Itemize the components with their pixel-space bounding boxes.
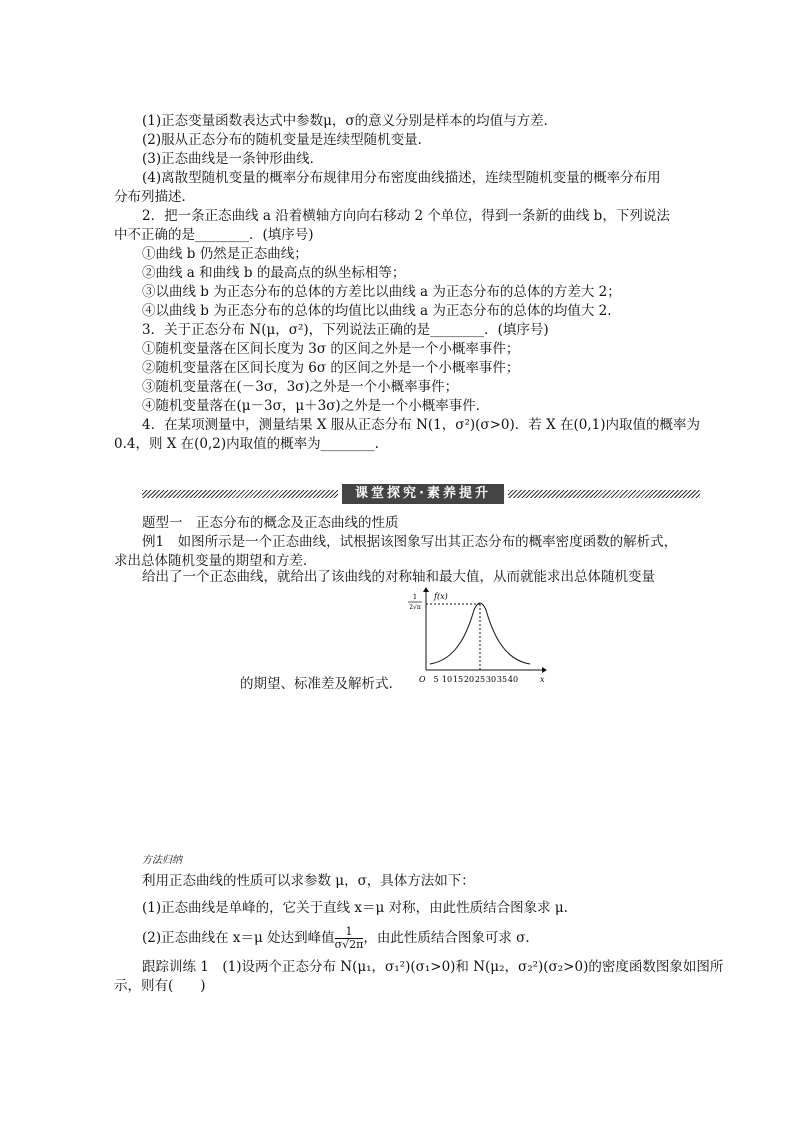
line-10: ③以曲线 b 为正态分布的总体的方差比以曲线 a 为正态分布的总体的方差大 2；	[142, 284, 621, 300]
banner-hatch-left	[142, 490, 338, 498]
example-1-line-1: 例1 如图所示是一个正态曲线，试根据该图象写出其正态分布的概率密度函数的解析式，	[142, 534, 678, 550]
y-label: f(x)	[434, 592, 448, 601]
line-15: ③随机变量落在(－3σ，3σ)之外是一个小概率事件；	[142, 379, 459, 395]
line-12: 3．关于正态分布 N(μ，σ²)，下列说法正确的是________．(填序号)	[142, 322, 549, 338]
x-tick-label: 5	[433, 675, 439, 684]
x-label: x	[540, 675, 545, 684]
x-tick-label: 35	[496, 675, 508, 684]
banner-title: 课堂探究·素养提升	[342, 484, 504, 504]
peak-fraction-denominator: σ√2π	[334, 938, 364, 951]
solution-line-2: 的期望、标准差及解析式.	[240, 676, 393, 692]
x-tick-label: 40	[507, 675, 519, 684]
line-2: (2)服从正态分布的随机变量是连续型随机变量．	[142, 132, 432, 148]
line-1: (1)正态变量函数表达式中参数μ，σ的意义分别是样本的均值与方差．	[142, 113, 558, 129]
banner-hatch-right	[508, 490, 700, 498]
training-line-1: 跟踪训练 1 (1)设两个正态分布 N(μ₁，σ₁²)(σ₁>0)和 N(μ₂，σ₂²)(σ₂>0)的密度函数图象如图所	[142, 959, 724, 975]
peak-fraction-numerator: 1	[335, 926, 364, 939]
method-heading: 方法归纳	[142, 855, 182, 866]
solution-line-1: 给出了一个正态曲线，就给出了该曲线的对称轴和最大值，从而就能求出总体随机变量	[142, 569, 655, 585]
x-tick-label: 10	[441, 675, 453, 684]
method-line-3-start: (2)正态曲线在 x＝μ 处达到峰值	[142, 930, 335, 946]
ymax-denominator: 2√π	[409, 604, 421, 611]
x-tick-label: 20	[463, 675, 475, 684]
y-axis-arrow	[423, 587, 429, 592]
x-tick-label: 25	[474, 675, 486, 684]
x-axis-arrow	[542, 667, 547, 673]
line-18: 0.4，则 X 在(0,2)内取值的概率为________.	[114, 436, 379, 452]
line-16: ④随机变量落在(μ－3σ，μ＋3σ)之外是一个小概率事件．	[142, 398, 490, 414]
example-1-line-2: 求出总体随机变量的期望和方差．	[114, 553, 317, 569]
peak-fraction	[335, 926, 364, 951]
line-11: ④以曲线 b 为正态分布的总体的均值比以曲线 a 为正态分布的总体的均值大 2.	[142, 303, 612, 319]
line-17: 4．在某项测量中，测量结果 X 服从正态分布 N(1，σ²)(σ>0)．若 X 在(0,1)内取值的概率为	[142, 417, 700, 433]
method-line-3	[142, 926, 530, 951]
line-13: ①随机变量落在区间长度为 3σ 的区间之外是一个小概率事件；	[142, 341, 520, 357]
training-line-2: 示，则有( )	[114, 978, 206, 994]
x-tick-label: 15	[452, 675, 464, 684]
line-9: ②曲线 a 和曲线 b 的最高点的纵坐标相等；	[142, 265, 406, 281]
method-line-3-end: ，由此性质结合图象可求 σ.	[363, 930, 530, 946]
line-14: ②随机变量落在区间长度为 6σ 的区间之外是一个小概率事件；	[142, 360, 520, 376]
section-title: 题型一 正态分布的概念及正态曲线的性质	[142, 515, 399, 531]
line-5: 分布列描述．	[114, 189, 195, 205]
x-tick-label: 30	[485, 675, 497, 684]
normal-curve-graph	[374, 588, 554, 692]
method-line-2: (1)正态曲线是单峰的，它关于直线 x＝μ 对称，由此性质结合图象求 μ.	[142, 900, 568, 916]
line-3: (3)正态曲线是一条钟形曲线．	[142, 151, 324, 167]
line-7: 中不正确的是________．(填序号)	[114, 227, 314, 243]
section-banner	[142, 484, 700, 504]
ymax-numerator: 1	[412, 593, 418, 601]
origin-label: O	[419, 675, 426, 684]
line-6: 2．把一条正态曲线 a 沿着横轴方向向右移动 2 个单位，得到一条新的曲线 b，下列说法	[142, 208, 670, 224]
line-8: ①曲线 b 仍然是正态曲线；	[142, 246, 308, 262]
line-4: (4)离散型随机变量的概率分布规律用分布密度曲线描述，连续型随机变量的概率分布用	[142, 170, 661, 186]
method-line-1: 利用正态曲线的性质可以求参数 μ，σ，具体方法如下：	[142, 873, 475, 889]
